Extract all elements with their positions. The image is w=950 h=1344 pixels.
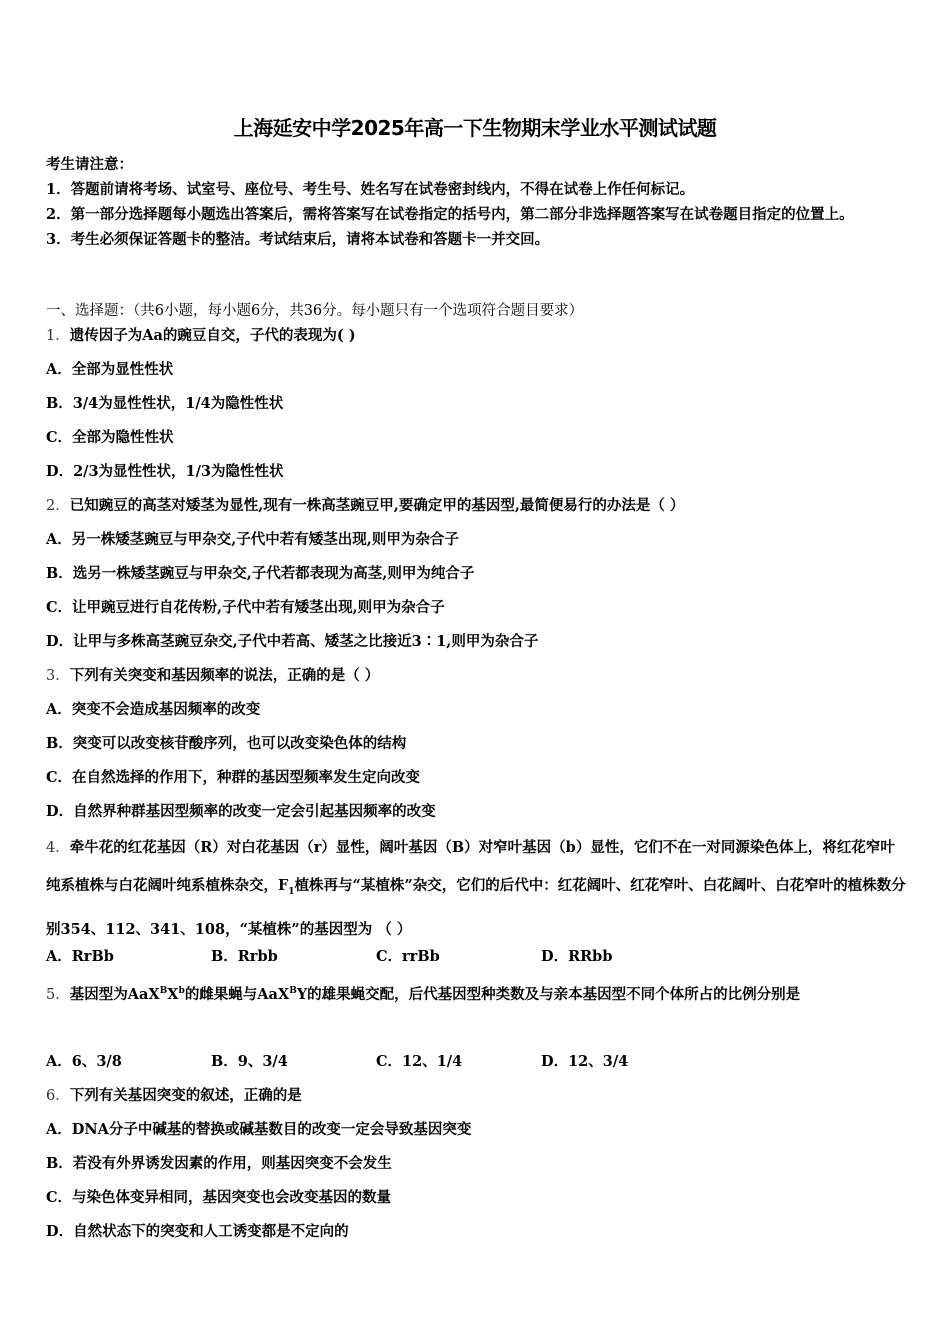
question-6 bbox=[46, 1085, 906, 1107]
question-number: 1． bbox=[46, 328, 70, 344]
option-d: D．让甲与多株高茎豌豆杂交,子代中若高、矮茎之比接近3∶1,则甲为杂合子 bbox=[46, 633, 539, 650]
option-a: A．全部为显性性状 bbox=[46, 361, 174, 378]
question-text: 的雌果蝇与AaX bbox=[184, 985, 290, 1003]
option-a: A．DNA分子中碱基的替换或碱基数目的改变一定会导致基因突变 bbox=[46, 1121, 472, 1138]
question-text: 已知豌豆的高茎对矮茎为显性,现有一株高茎豌豆甲,要确定甲的基因型,最简便易行的办法是（ ） bbox=[69, 497, 685, 514]
question-number: 4． bbox=[46, 840, 70, 856]
option-c: C．在自然选择的作用下，种群的基因型频率发生定向改变 bbox=[46, 769, 421, 786]
notice-item: 1．答题前请将考场、试室号、座位号、考生号、姓名写在试卷密封线内，不得在试卷上作任何标记。 bbox=[46, 181, 695, 198]
notice-heading: 考生请注意： bbox=[46, 156, 133, 173]
option-b: B．9、3/4 bbox=[211, 1053, 288, 1070]
superscript: b bbox=[178, 986, 185, 996]
option-d: D．RRbb bbox=[541, 948, 613, 965]
option-a: A．RrBb bbox=[46, 948, 114, 965]
option-b: B．Rrbb bbox=[211, 948, 278, 965]
superscript: B bbox=[289, 986, 297, 996]
notice-block bbox=[46, 152, 906, 252]
question-1 bbox=[46, 325, 906, 347]
option-b: B．选另一株矮茎豌豆与甲杂交,子代若都表现为高茎,则甲为纯合子 bbox=[46, 565, 475, 582]
question-text: 遗传因子为Aa的豌豆自交，子代的表现为( ) bbox=[69, 327, 356, 344]
option-row bbox=[46, 946, 906, 968]
option-row bbox=[46, 1051, 906, 1073]
option-d: D．12、3/4 bbox=[541, 1053, 629, 1070]
question-number: 2． bbox=[46, 498, 70, 514]
option-c: C．与染色体变异相同，基因突变也会改变基因的数量 bbox=[46, 1189, 392, 1206]
subscript: 1 bbox=[288, 886, 295, 897]
question-text: 牵牛花的红花基因（R）对白花基因（r）显性，阔叶基因（B）对窄叶基因（b）显性，它们不在一对同源染色体上，将红花窄叶纯系植株与白花阔叶纯系植株杂交，F bbox=[46, 839, 895, 894]
section-heading: 一、选择题：（共6小题，每小题6分，共36分。每小题只有一个选项符合题目要求） bbox=[46, 303, 584, 319]
superscript: B bbox=[159, 986, 168, 996]
question-3 bbox=[46, 665, 906, 687]
option-c: C．rrBb bbox=[376, 948, 440, 965]
option-a: A．突变不会造成基因频率的改变 bbox=[46, 701, 261, 718]
question-2 bbox=[46, 495, 906, 517]
question-text: 下列有关突变和基因频率的说法，正确的是（ ） bbox=[69, 667, 380, 684]
page-title: 上海延安中学2025年高一下生物期末学业水平测试试题 bbox=[233, 116, 717, 140]
question-text: 下列有关基因突变的叙述，正确的是 bbox=[69, 1087, 302, 1104]
option-d: D．自然状态下的突变和人工诱变都是不定向的 bbox=[46, 1223, 349, 1240]
option-c: C．让甲豌豆进行自花传粉,子代中若有矮茎出现,则甲为杂合子 bbox=[46, 599, 445, 616]
question-text-cont: 植株再与“某植株”杂交，它们的后代中：红花阔叶、红花窄叶、白花阔叶、白花窄叶的植株数分别354、112、341、108，“某植株”的基因型为 （ ） bbox=[46, 877, 906, 938]
option-b: B．3/4为显性性状，1/4为隐性性状 bbox=[46, 395, 284, 412]
option-c: C．12、1/4 bbox=[376, 1053, 463, 1070]
question-number: 3． bbox=[46, 668, 70, 684]
notice-item: 3．考生必须保证答题卡的整洁。考试结束后，请将本试卷和答题卡一并交回。 bbox=[46, 231, 550, 248]
option-b: B．若没有外界诱发因素的作用，则基因突变不会发生 bbox=[46, 1155, 392, 1172]
question-number: 5． bbox=[46, 986, 70, 1003]
question-5 bbox=[46, 973, 906, 1014]
question-text: X bbox=[167, 985, 179, 1003]
option-d: D．自然界种群基因型频率的改变一定会引起基因频率的改变 bbox=[46, 803, 436, 820]
question-text: Y的雄果蝇交配，后代基因型种类数及与亲本基因型不同个体所占的比例分别是 bbox=[296, 985, 801, 1003]
question-number: 6． bbox=[46, 1088, 70, 1104]
question-4 bbox=[46, 829, 906, 949]
option-b: B．突变可以改变核苷酸序列，也可以改变染色体的结构 bbox=[46, 735, 407, 752]
notice-item: 2．第一部分选择题每小题选出答案后，需将答案写在试卷指定的括号内，第二部分非选择题答案写在试卷题目指定的位置上。 bbox=[46, 206, 854, 223]
question-text: 基因型为AaX bbox=[69, 985, 160, 1003]
option-d: D．2/3为显性性状，1/3为隐性性状 bbox=[46, 463, 284, 480]
option-a: A．另一株矮茎豌豆与甲杂交,子代中若有矮茎出现,则甲为杂合子 bbox=[46, 531, 459, 548]
option-a: A．6、3/8 bbox=[46, 1053, 122, 1070]
option-c: C．全部为隐性性状 bbox=[46, 429, 174, 446]
